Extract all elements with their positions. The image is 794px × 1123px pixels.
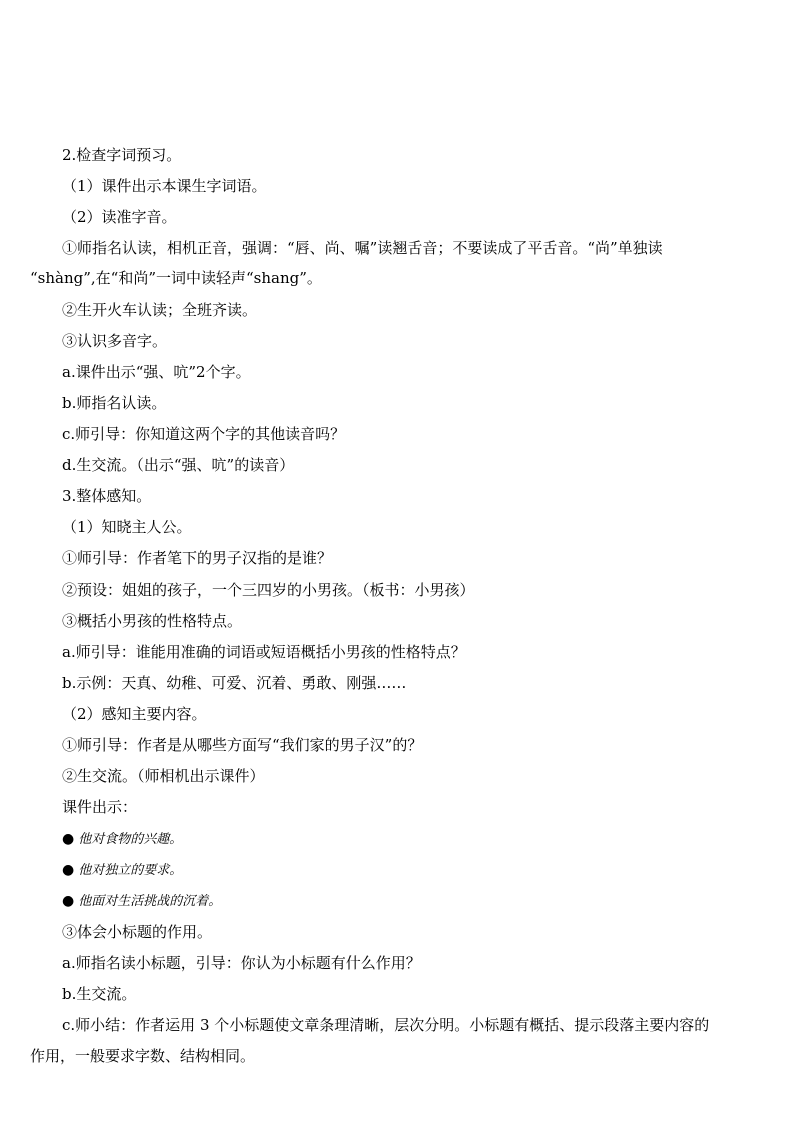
text-line: a.课件出示“强、吭”2个字。 [62, 363, 251, 381]
bullet-text: 他对食物的兴趣。 [78, 832, 183, 847]
text-line: （1）课件出示本课生字词语。 [62, 177, 267, 195]
text-line: ③认识多音字。 [62, 332, 168, 350]
text-line: ③概括小男孩的性格特点。 [62, 612, 243, 630]
bullet-item [62, 890, 221, 912]
text-line: ②预设：姐姐的孩子，一个三四岁的小男孩。（板书：小男孩） [62, 581, 475, 599]
text-line: ②生开火车认读；全班齐读。 [62, 301, 258, 319]
bullet-text: 他面对生活挑战的沉着。 [78, 894, 222, 909]
text-line: b.示例：天真、幼稚、可爱、沉着、勇敢、刚强…… [62, 674, 407, 692]
text-line: c.师引导：你知道这两个字的其他读音吗？ [62, 425, 346, 443]
text-line: 作用，一般要求字数、结构相同。 [30, 1047, 256, 1065]
bullet-item [62, 859, 182, 881]
bullet-item [62, 828, 182, 850]
text-line: 3.整体感知。 [62, 487, 152, 505]
text-line: ③体会小标题的作用。 [62, 923, 213, 941]
text-line: ①师引导：作者笔下的男子汉指的是谁？ [62, 549, 333, 567]
bullet-text: 他对独立的要求。 [78, 863, 183, 878]
text-line: ①师指名认读，相机正音，强调：“唇、尚、嘱”读翘舌音；不要读成了平舌音。“尚”单独读 [62, 239, 663, 257]
text-line: a.师指名读小标题，引导：你认为小标题有什么作用？ [62, 954, 421, 972]
text-line: b.生交流。 [62, 985, 137, 1003]
bullet-icon: ● [62, 893, 75, 909]
bullet-icon: ● [62, 862, 75, 878]
text-line: 2.检查字词预习。 [62, 146, 182, 164]
text-line: （2）读准字音。 [62, 208, 177, 226]
text-line: ②生交流。（师相机出示课件） [62, 767, 265, 785]
text-line: “shàng”,在“和尚”一词中读轻声“shang”。 [30, 269, 322, 287]
text-line: d.生交流。（出示“强、吭”的读音） [62, 456, 295, 474]
text-line: （1）知晓主人公。 [62, 518, 192, 536]
text-line: b.师指名认读。 [62, 394, 167, 412]
text-line: （2）感知主要内容。 [62, 705, 207, 723]
text-line: ①师引导：作者是从哪些方面写“我们家的男子汉”的？ [62, 736, 423, 754]
bullet-icon: ● [62, 831, 75, 847]
text-line: c.师小结：作者运用 3 个小标题使文章条理清晰，层次分明。小标题有概括、提示段落主要内容的 [62, 1016, 710, 1034]
text-line: 课件出示： [62, 798, 138, 816]
text-line: a.师引导：谁能用准确的词语或短语概括小男孩的性格特点？ [62, 643, 466, 661]
